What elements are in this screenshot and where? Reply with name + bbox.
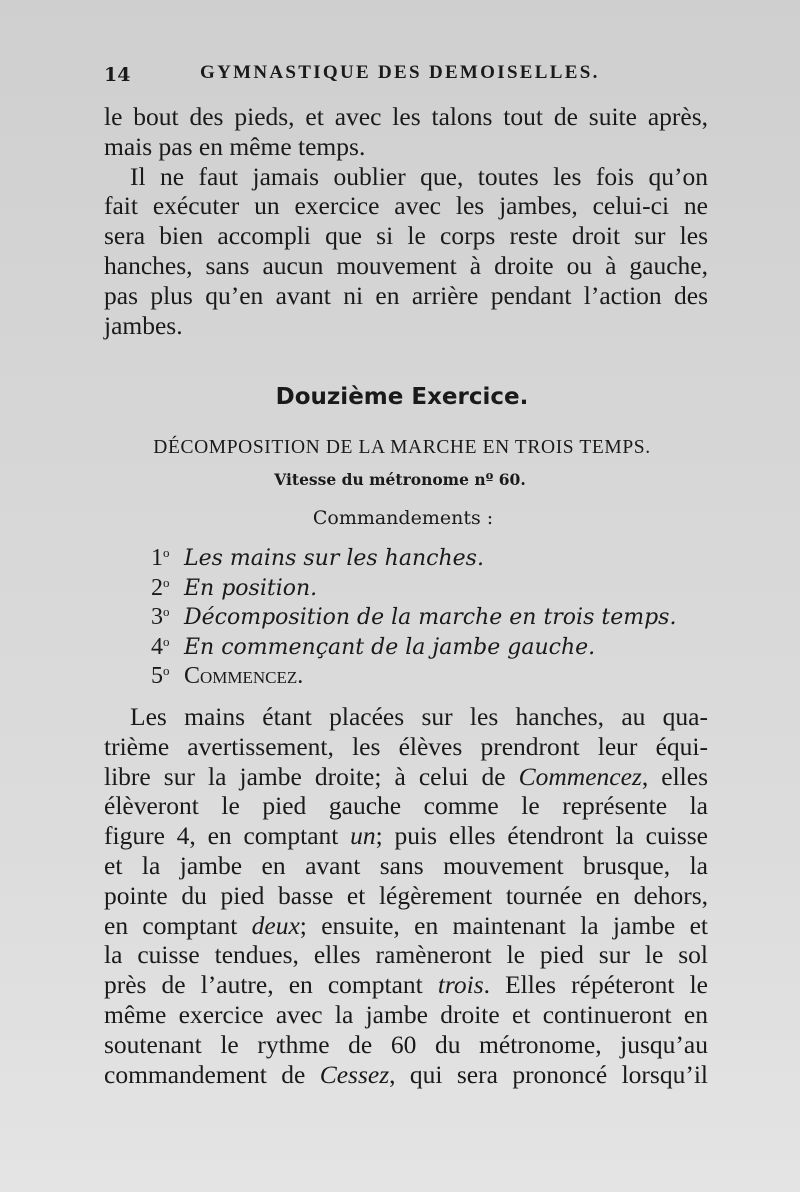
running-title: GYMNASTIQUE DES DEMOISELLES. <box>200 62 600 83</box>
command-number: 3$^o$ <box>151 604 170 630</box>
command-text: Les mains sur les hanches. <box>184 546 484 571</box>
command-item <box>151 597 677 630</box>
command-text: Commencez. <box>184 663 304 689</box>
text-line: jambes. <box>104 310 183 340</box>
command-number: 1$^o$ <box>151 545 170 571</box>
command-number: 4$^o$ <box>151 633 170 660</box>
text-line: trième avertissement, les élèves prendront leur équi- <box>104 731 708 761</box>
command-item <box>151 568 676 601</box>
text-line: même exercice avec la jambe droite et continueront en <box>104 999 708 1029</box>
text-line: Les mains étant placées sur les hanches, au qua- <box>130 702 708 731</box>
top-paragraphs <box>104 102 708 340</box>
command-item <box>151 627 676 660</box>
running-head <box>104 60 714 88</box>
text-line: libre sur la jambe droite; à celui de Commencez, elles <box>104 761 708 791</box>
exercise-title: Douzième Exercice. <box>275 384 529 410</box>
command-text: En commençant de la jambe gauche. <box>184 634 596 660</box>
commands-list <box>151 538 677 689</box>
command-number: 5$^o$ <box>151 663 170 689</box>
command-text: En position. <box>184 575 318 601</box>
command-text: Décomposition de la marche en trois temps. <box>184 605 677 630</box>
text-line: près de l’autre, en comptant trois. Elles répéteront le <box>104 970 708 1000</box>
command-item <box>151 656 676 689</box>
text-line: pas plus qu’en avant ni en arrière pendant l’action des <box>104 280 708 310</box>
text-line: soutenant le rythme de 60 du métronome, jusqu’au <box>104 1029 708 1059</box>
text-line: mais pas en même temps. <box>104 131 366 161</box>
text-line: commandement de Cessez, qui sera prononcé lorsqu’il <box>104 1059 708 1089</box>
page-number: 14 <box>104 64 131 86</box>
metronome-note: Vitesse du métronome nº 60. <box>274 470 526 489</box>
text-line: figure 4, en comptant un; puis elles étendront la cuisse <box>104 821 708 851</box>
text-line: et la jambe en avant sans mouvement brusque, la <box>104 850 708 880</box>
command-number: 2$^o$ <box>151 574 170 601</box>
text-line: la cuisse tendues, elles ramèneront le pied sur le sol <box>104 940 708 970</box>
text-line: en comptant deux; ensuite, en maintenant la jambe et <box>104 910 708 940</box>
text-line: sera bien accompli que si le corps reste droit sur les <box>104 221 708 251</box>
command-item <box>151 538 676 571</box>
commands-label: Commandements : <box>312 507 494 529</box>
text-line: pointe du pied basse et légèrement tournée en dehors, <box>104 880 708 910</box>
section-subtitle: DÉCOMPOSITION DE LA MARCHE EN TROIS TEMPS. <box>153 437 651 458</box>
text-line: Il ne faut jamais oublier que, toutes les fois qu’on <box>130 161 708 191</box>
text-line: le bout des pieds, et avec les talons tout de suite après, <box>104 102 708 131</box>
body-paragraph <box>104 702 708 1089</box>
text-line: élèveront le pied gauche comme le représente la <box>104 791 708 821</box>
text-line: hanches, sans aucun mouvement à droite ou à gauche, <box>104 250 708 280</box>
text-line: fait exécuter un exercice avec les jambes, celui-ci ne <box>104 191 708 221</box>
